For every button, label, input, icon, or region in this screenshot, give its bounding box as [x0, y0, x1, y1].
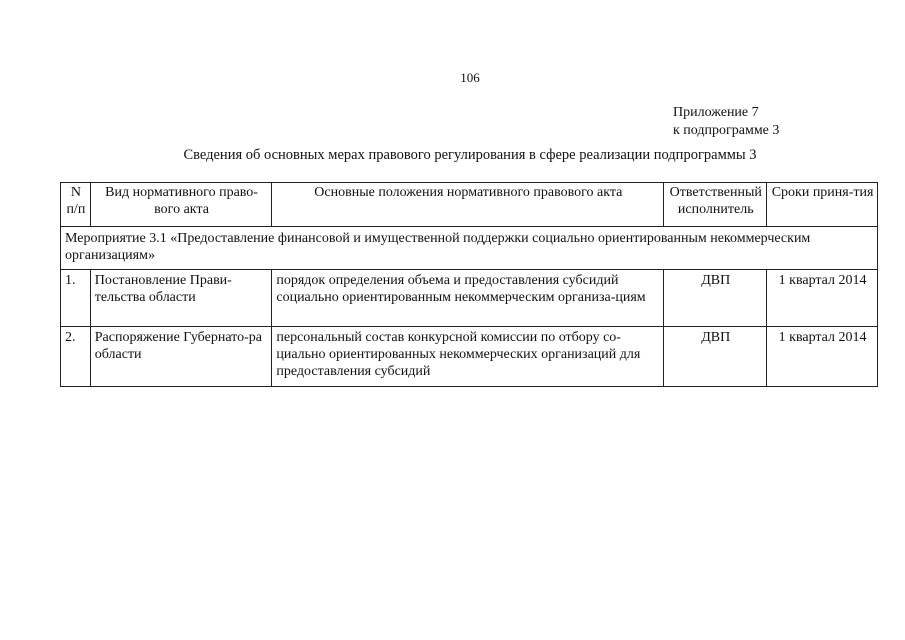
- row-num: 2.: [61, 327, 91, 387]
- appendix-line-2: к подпрограмме 3: [673, 123, 780, 138]
- appendix-note: [673, 104, 779, 140]
- section-title: Мероприятие 3.1 «Предоставление финансовой и имущественной поддержки социально ориентированным некоммерческим организациям»: [61, 227, 878, 270]
- row-responsible: ДВП: [664, 270, 767, 327]
- row-main-provisions: порядок определения объема и предоставления субсидий социально ориентированным некоммерческим организа-циям: [272, 270, 664, 327]
- row-num: 1.: [61, 270, 91, 327]
- table-header-row: [61, 183, 878, 227]
- section-row: [61, 227, 878, 270]
- page-number: 106: [460, 70, 480, 85]
- header-deadline: Сроки приня-тия: [767, 183, 878, 227]
- row-act-type: Распоряжение Губернато-ра области: [90, 327, 272, 387]
- header-responsible: Ответственный исполнитель: [664, 183, 767, 227]
- row-responsible: ДВП: [664, 327, 767, 387]
- appendix-line-1: Приложение 7: [673, 105, 759, 120]
- table-row: [61, 270, 878, 327]
- legal-measures-table: [60, 182, 878, 387]
- row-deadline: 1 квартал 2014: [767, 327, 878, 387]
- document-title: Сведения об основных мерах правового регулирования в сфере реализации подпрограммы 3: [183, 147, 757, 163]
- row-deadline: 1 квартал 2014: [767, 270, 878, 327]
- table-row: [61, 327, 878, 387]
- header-num: N п/п: [61, 183, 91, 227]
- header-act-type: Вид нормативного право-вого акта: [90, 183, 272, 227]
- row-act-type: Постановление Прави-тельства области: [90, 270, 272, 327]
- header-main-provisions: Основные положения нормативного правового акта: [272, 183, 664, 227]
- row-main-provisions: персональный состав конкурсной комиссии по отбору со-циально ориентированных некоммерческих организаций для предоставления субсидий: [272, 327, 664, 387]
